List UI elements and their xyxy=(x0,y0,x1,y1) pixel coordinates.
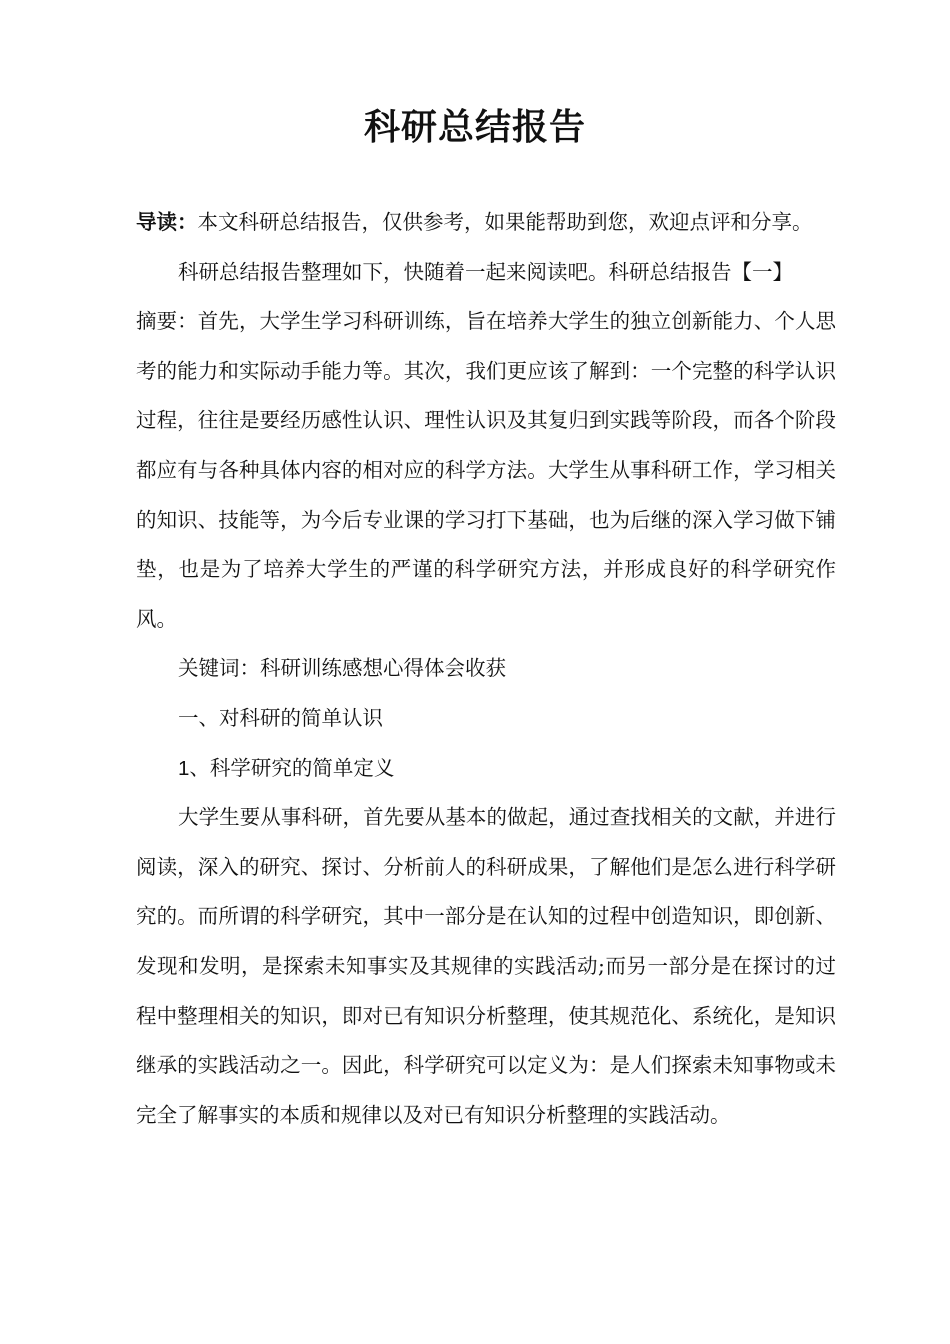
document-title: 科研总结报告 xyxy=(363,107,586,148)
lead-text: 本文科研总结报告，仅供参考，如果能帮助到您，欢迎点评和分享。 xyxy=(197,210,813,234)
body-paragraph: 大学生要从事科研，首先要从基本的做起，通过查找相关的文献，并进行阅读，深入的研究、探讨、分析前人的科研成果，了解他们是怎么进行科学研究的。而所谓的科学研究，其中一部分是在认知的过程中创造知识，即创新、发现和发明，是探索未知事实及其规律的实践活动;而另一部分是在探讨的过程中整理相关的知识，即对已有知识分析整理，使其规范化、系统化，是知识继承的实践活动之一。因此，科学研究可以定义为：是人们探索未知事物或未完全了解事实的本质和规律以及对已有知识分析整理的实践活动。 xyxy=(136,805,836,1127)
lead-paragraph xyxy=(136,198,836,248)
heading-text: 、科学研究的简单定义 xyxy=(189,755,395,780)
intro-paragraph: 科研总结报告整理如下，快随着一起来阅读吧。科研总结报告【一】 xyxy=(178,259,793,284)
keywords-line: 关键词：科研训练感想心得体会收获 xyxy=(178,656,506,681)
abstract-paragraph: 摘要：首先，大学生学习科研训练，旨在培养大学生的独立创新能力、个人思考的能力和实际动手能力等。其次，我们更应该了解到：一个完整的科学认识过程，往往是要经历感性认识、理性认识及其复归到实践等阶段，而各个阶段都应有与各种具体内容的相对应的科学方法。大学生从事科研工作，学习相关的知识、技能等，为今后专业课的学习打下基础，也为后继的深入学习做下铺垫，也是为了培养大学生的严谨的科学研究方法，并形成良好的科学研究作风。 xyxy=(136,309,836,631)
section-heading-1: 一、对科研的简单认识 xyxy=(178,705,383,730)
document-body xyxy=(136,198,836,1140)
lead-label: 导读： xyxy=(136,210,198,234)
section-heading-1-1 xyxy=(136,744,836,794)
heading-number: 1 xyxy=(178,756,190,780)
